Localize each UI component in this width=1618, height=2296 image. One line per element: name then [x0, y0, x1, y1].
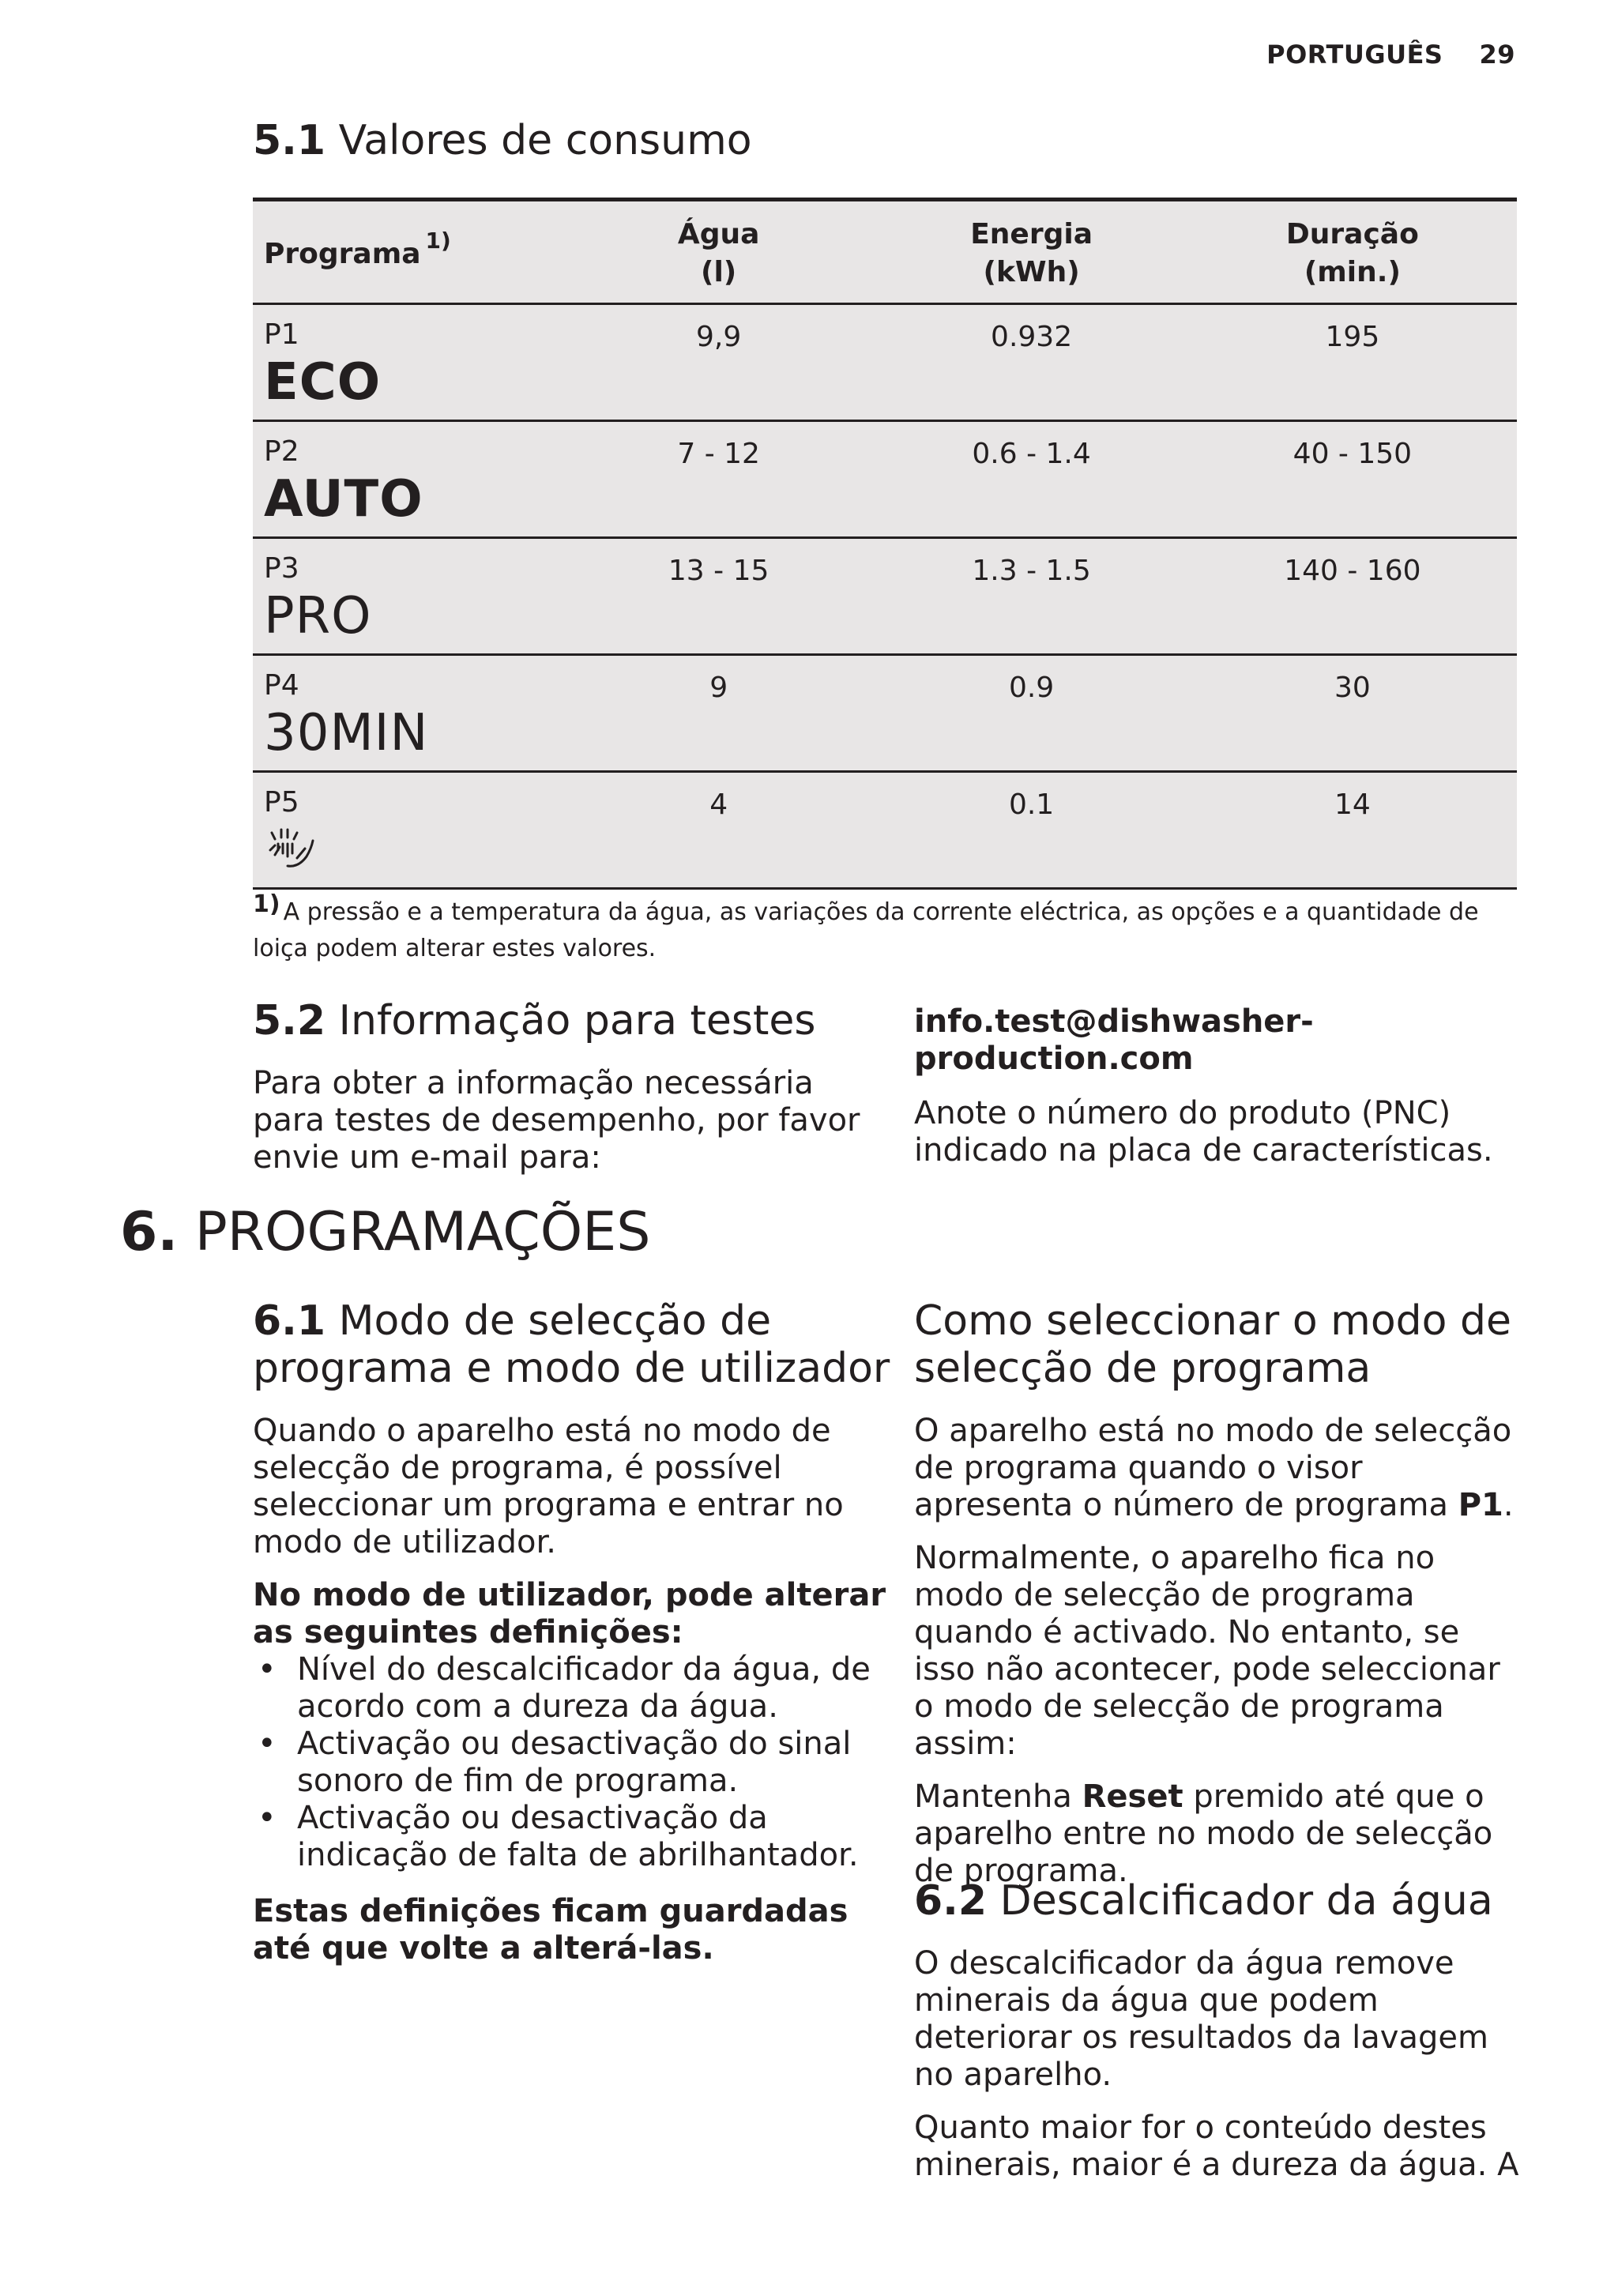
duration-cell: 40 - 150: [1293, 438, 1413, 470]
section-5-2: [253, 997, 893, 1192]
section-5-2-contact: [914, 1003, 1522, 1185]
energy-cell: 0.932: [991, 321, 1073, 353]
duration-cell: 195: [1325, 321, 1380, 353]
table-row: [253, 421, 1517, 538]
water-cell: 9: [709, 672, 728, 704]
how-to-select-p1: O aparelho está no modo de selecção de programa quando o visor apresenta o número de programa P1.: [914, 1413, 1514, 1523]
section-6-2-p2: Quanto maior for o conteúdo destes minerais, maior é a dureza da água. A: [914, 2110, 1519, 2183]
energy-cell: 1.3 - 1.5: [972, 555, 1091, 587]
section-6-1-heading: 6.1 Modo de selecção de programa e modo de utilizador: [253, 1297, 890, 1392]
user-settings-list: [253, 1651, 893, 1874]
program-name: PRO: [264, 587, 372, 646]
section-6-2: [914, 1877, 1522, 2200]
table-row: [253, 304, 1517, 421]
page-header: [1266, 40, 1515, 70]
program-name: AUTO: [264, 470, 423, 529]
program-cell: P5: [253, 772, 563, 889]
table-row: [253, 655, 1517, 772]
chapter-6-heading: 6. PROGRAMAÇÕES: [120, 1201, 651, 1263]
pnc-note: Anote o número do produto (PNC) indicado na placa de características.: [914, 1095, 1493, 1169]
table-row: [253, 772, 1517, 889]
header-program: Programa $^{1)}$: [264, 228, 451, 270]
program-cell: P2 AUTO: [253, 421, 563, 538]
consumption-table: [253, 198, 1517, 890]
program-cell: P3 PRO: [253, 538, 563, 655]
header-energy: Energia (kWh): [970, 218, 1093, 288]
list-item: • Activação ou desactivação do sinal sonoro de fim de programa.: [253, 1726, 893, 1800]
how-to-select-p3: Mantenha Reset premido até que o aparelho entre no modo de selecção de programa.: [914, 1778, 1493, 1889]
program-cell: P4 30MIN: [253, 655, 563, 772]
water-cell: 9,9: [696, 321, 742, 353]
rinse-spray-icon: [264, 826, 316, 872]
header-language: PORTUGUÊS: [1266, 40, 1443, 70]
section-5-2-text: Para obter a informação necessária para testes de desempenho, por favor envie um e-mail para:: [253, 1065, 860, 1176]
section-6-2-heading: 6.2 Descalcificador da água: [914, 1877, 1493, 1925]
section-6-1: [253, 1297, 893, 1967]
list-item: • Activação ou desactivação da indicação de falta de abrilhantador.: [253, 1800, 893, 1874]
footnote-text: A pressão e a temperatura da água, as variações da corrente eléctrica, as opções e a quantidade de loiça podem alterar estes valores.: [253, 898, 1479, 962]
how-to-select-section: [914, 1297, 1522, 1906]
energy-cell: 0.1: [1008, 789, 1055, 821]
section-title: Valores de consumo: [338, 117, 752, 164]
contact-email: info.test@dishwasher-production.com: [914, 1003, 1314, 1077]
program-cell: P1 ECO: [253, 304, 563, 421]
water-cell: 13 - 15: [668, 555, 769, 587]
water-cell: 7 - 12: [677, 438, 760, 470]
energy-cell: 0.9: [1008, 672, 1055, 704]
water-cell: 4: [709, 789, 728, 821]
header-duration: Duração (min.): [1285, 218, 1419, 288]
section-number: 5.1: [253, 117, 326, 164]
how-to-select-heading: Como seleccionar o modo de selecção de programa: [914, 1297, 1511, 1392]
how-to-select-p2: Normalmente, o aparelho fica no modo de selecção de programa quando é activado. No entanto, se isso não acontecer, pode seleccionar o modo de selecção de programa assim:: [914, 1540, 1500, 1762]
program-name: ECO: [264, 353, 382, 412]
user-mode-list-heading: No modo de utilizador, pode alterar as seguintes definições:: [253, 1577, 886, 1650]
duration-cell: 140 - 160: [1284, 555, 1421, 587]
duration-cell: 30: [1334, 672, 1371, 704]
section-6-1-intro: Quando o aparelho está no modo de selecção de programa, é possível seleccionar um programa e entrar no modo de utilizador.: [253, 1413, 844, 1560]
table-header-row: [253, 200, 1517, 304]
footnote-ref: 1): [425, 228, 451, 254]
footnote-marker: 1): [253, 890, 280, 918]
header-water: Água (l): [677, 218, 760, 288]
section-5-1-heading: [253, 117, 752, 164]
page-number: 29: [1479, 40, 1515, 70]
energy-cell: 0.6 - 1.4: [972, 438, 1091, 470]
section-6-2-p1: O descalcificador da água remove minerais da água que podem deteriorar os resultados da lavagem no aparelho.: [914, 1945, 1488, 2093]
settings-saved-note: Estas definições ficam guardadas até que volte a alterá-las.: [253, 1893, 849, 1967]
table-footnote: [253, 890, 1517, 967]
list-item: • Nível do descalcificador da água, de acordo com a dureza da água.: [253, 1651, 893, 1726]
section-5-2-heading: 5.2 Informação para testes: [253, 997, 816, 1044]
table-row: [253, 538, 1517, 655]
duration-cell: 14: [1334, 789, 1371, 821]
program-name: 30MIN: [264, 704, 429, 762]
